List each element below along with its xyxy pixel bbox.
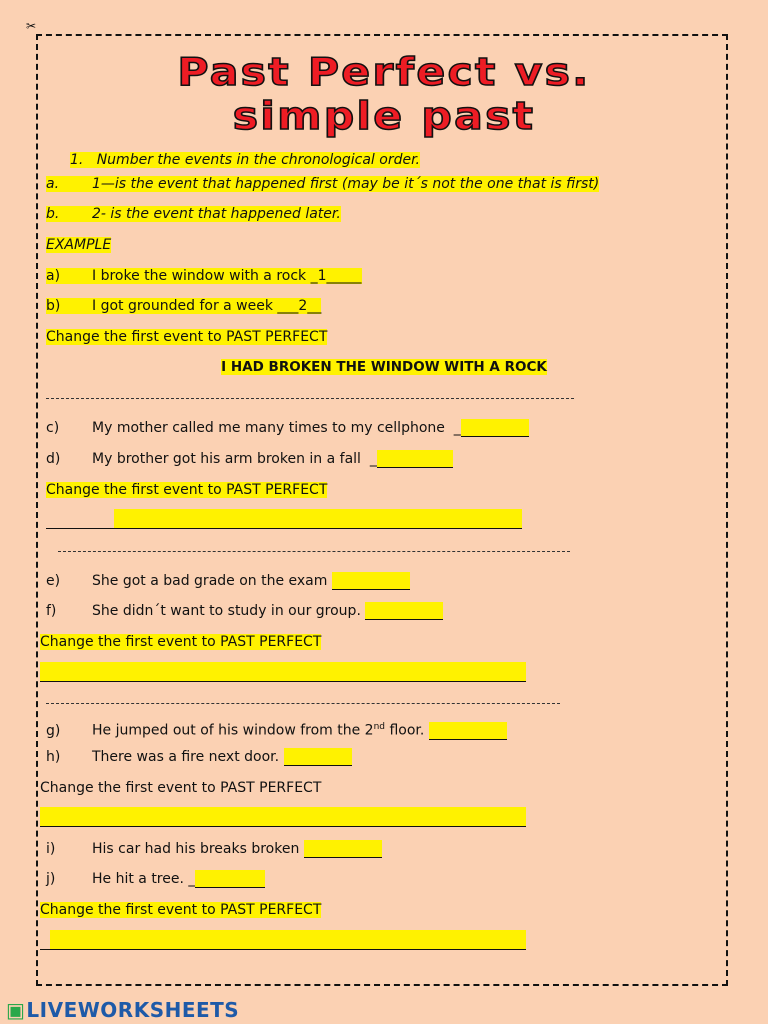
exercise-g-text-end: floor. [385, 722, 429, 739]
example-b-label: b) [46, 298, 61, 314]
exercise-f-label: f) [46, 603, 57, 619]
example-a-label: a) [46, 268, 61, 284]
exercise-h-label: h) [46, 749, 61, 765]
example-a-text: I broke the window with a rock _1_____ [92, 268, 362, 284]
example-b-text: I got grounded for a week ___2__ [92, 298, 322, 314]
title-line-2: simple past [232, 94, 536, 138]
logo-text: LIVEWORKSHEETS [26, 998, 240, 1022]
exercise-d-answer-blank[interactable] [377, 450, 453, 468]
scissors-icon: ✂ [26, 19, 37, 33]
exercise-g-label: g) [46, 722, 61, 739]
exercise-f-text: She didn´t want to study in our group. [92, 603, 366, 619]
liveworksheets-logo[interactable] [6, 998, 239, 1022]
separator [46, 398, 574, 399]
exercise-g-text: He jumped out of his window from the 2 [92, 722, 374, 739]
exercise-j-answer-blank[interactable] [195, 870, 265, 888]
exercise-d-text: My brother got his arm broken in a fall _ [92, 451, 377, 467]
exercise-g-answer-blank[interactable] [429, 722, 507, 740]
exercise-c-text: My mother called me many times to my cellphone _ [92, 420, 461, 436]
exercise-i-answer-blank[interactable] [304, 840, 382, 858]
answer-line-lead [40, 949, 50, 950]
change-instruction-cd: Change the first event to PAST PERFECT [46, 482, 328, 498]
instruction-b-label: b. [46, 206, 60, 222]
example-answer: I HAD BROKEN THE WINDOW WITH A ROCK [221, 359, 547, 375]
exercise-d-label: d) [46, 451, 61, 467]
exercise-c-label: c) [46, 420, 60, 436]
exercise-f-answer-blank[interactable] [365, 602, 443, 620]
answer-line-lead [46, 528, 114, 529]
liveworksheets-icon: ▣ [6, 998, 26, 1022]
exercise-h-text: There was a fire next door. [92, 749, 284, 765]
instruction-b-text: 2- is the event that happened later. [92, 206, 341, 222]
example-change-instruction: Change the first event to PAST PERFECT [46, 329, 328, 345]
exercise-e-answer-blank[interactable] [332, 572, 410, 590]
exercise-h-answer-blank[interactable] [284, 748, 352, 766]
answer-line-ef[interactable] [40, 662, 526, 682]
exercise-c-answer-blank[interactable] [461, 419, 529, 437]
instruction-a-label: a. [46, 176, 60, 192]
answer-line-gh[interactable] [40, 807, 526, 827]
exercise-j-label: j) [46, 871, 56, 887]
exercise-g-ordinal: nd [373, 722, 386, 732]
change-instruction-gh: Change the first event to PAST PERFECT [40, 780, 322, 796]
answer-line-cd[interactable] [114, 509, 522, 529]
separator [58, 551, 570, 552]
title-line-1: Past Perfect vs. [177, 50, 591, 94]
answer-line-ij[interactable] [50, 930, 526, 950]
exercise-j-text: He hit a tree. _ [92, 871, 196, 887]
exercise-e-text: She got a bad grade on the exam [92, 573, 332, 589]
exercise-i-text: His car had his breaks broken [92, 841, 304, 857]
instruction-1: 1. Number the events in the chronological order. [70, 152, 420, 168]
separator [46, 703, 560, 704]
instruction-a-text: 1—is the event that happened first (may be it´s not the one that is first) [92, 176, 600, 192]
change-instruction-ij: Change the first event to PAST PERFECT [40, 902, 322, 918]
example-heading: EXAMPLE [46, 237, 112, 253]
change-instruction-ef: Change the first event to PAST PERFECT [40, 634, 322, 650]
exercise-i-label: i) [46, 841, 56, 857]
exercise-e-label: e) [46, 573, 61, 589]
